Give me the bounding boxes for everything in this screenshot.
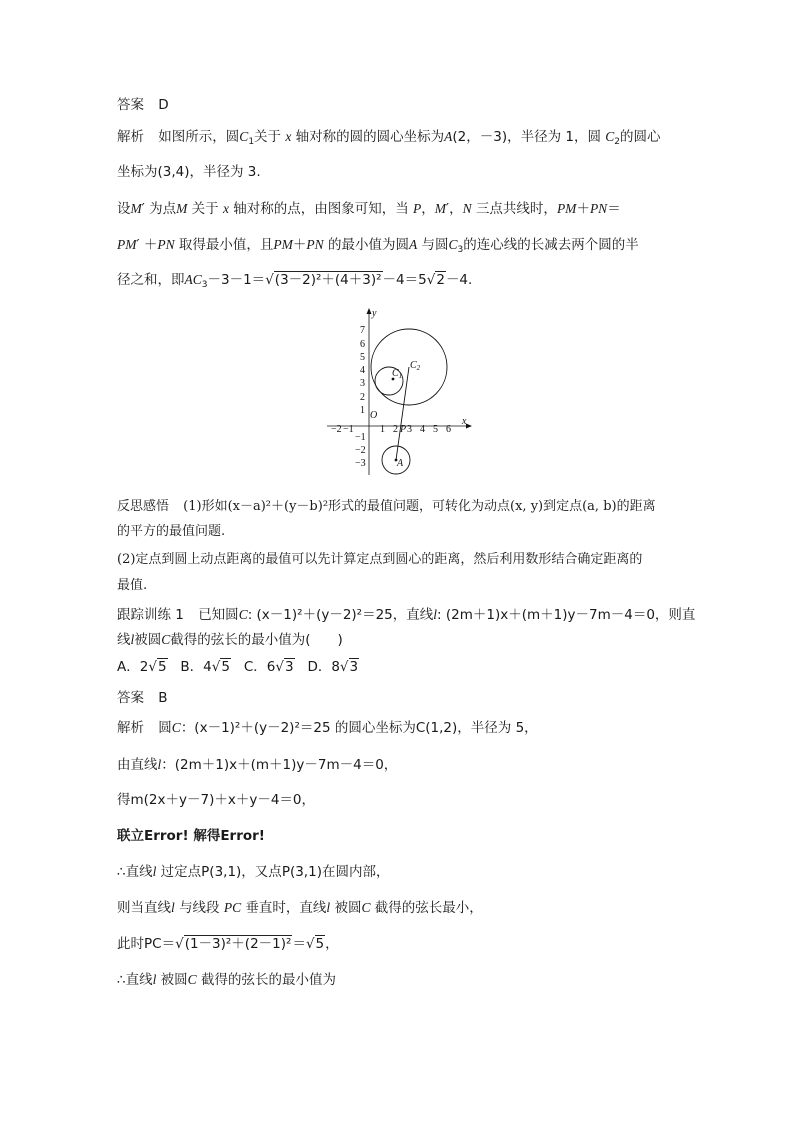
text: ∴直线 xyxy=(117,864,153,880)
text: : (x－1)²＋(y－2)²＝25，直线 xyxy=(247,607,434,623)
answer-value: D xyxy=(158,97,169,113)
y-tick: 3 xyxy=(360,378,365,389)
text: : (2m＋1)x＋(m＋1)y－7m－4＝0，则直 xyxy=(437,607,696,623)
origin-label: O xyxy=(370,410,378,421)
y-tick: −1 xyxy=(355,432,366,443)
text: 的连心线的长减去两个圆的半 xyxy=(463,237,639,253)
text: －4＝5 xyxy=(382,272,427,288)
reflection-line-2 xyxy=(117,522,225,542)
radicand: (1－3)²＋(2－1)² xyxy=(184,936,292,952)
x-tick: 4 xyxy=(420,424,425,435)
text: 被圆 xyxy=(134,632,162,648)
text: 为点 xyxy=(149,201,177,217)
text: 轴对称的圆的圆心坐标为 xyxy=(295,129,445,145)
analysis-line-4: PM′ ＋PN 取得最小值，且PM＋PN 的最小值为圆A 与圆$C_3$的连心线的长减去两个圆的半 xyxy=(117,237,639,255)
text: 圆 xyxy=(158,720,172,736)
text: 关于 xyxy=(254,129,282,145)
c2-label: $C_2$ xyxy=(410,360,421,372)
text: ：(x－1)²＋(y－2)²＝25 的圆心坐标为 xyxy=(180,720,416,736)
answer-value: B xyxy=(158,690,168,706)
text: 则当直线 xyxy=(117,900,171,916)
y-tick: 1 xyxy=(360,405,365,416)
var: C xyxy=(161,632,171,647)
x-tick: 3 xyxy=(407,424,412,435)
text: P(3,1)，又点 xyxy=(201,864,282,880)
text: 与线段 xyxy=(179,900,220,916)
text: 此时 xyxy=(117,936,144,952)
text: 由直线 xyxy=(117,757,158,773)
text: ＝ xyxy=(292,936,306,952)
text: 轴对称的点，由图象可知，当 xyxy=(233,201,409,217)
sqrt-expression: √2 xyxy=(426,272,445,288)
analysis2-line-1: 解析 圆C：(x－1)²＋(y－2)²＝25 的圆心坐标为C(1,2)，半径为 5， xyxy=(117,720,538,736)
text: 线 xyxy=(117,632,131,648)
text: 最值. xyxy=(117,578,148,593)
center-line xyxy=(396,367,409,460)
text: m(2x＋y－7)＋x＋y－4＝0， xyxy=(130,792,315,808)
text: 如图所示，圆 xyxy=(158,129,240,145)
reflection-line-3 xyxy=(117,550,642,570)
option-d[interactable]: D．8√3 xyxy=(307,659,359,675)
analysis-line-1: 解析 如图所示，圆$C_1$关于 x 轴对称的圆的圆心坐标为A(2，－3)，半径为 1，圆 $C_2$的圆心 xyxy=(117,129,661,147)
answer-line-1 xyxy=(117,95,169,115)
analysis2-line-6: 则当直线l 与线段 PC 垂直时，直线l 被圆C 截得的弦长最小， xyxy=(117,900,483,916)
x-tick: −1 xyxy=(343,424,354,435)
analysis2-line-4 xyxy=(117,826,265,846)
radicand: (3－2)²＋(4＋3)² xyxy=(274,272,382,288)
text: (1)形如(x－a)²＋(y－b)²形式的最值问题，可转化为动点(x, y)到定点(a, b)的距离 xyxy=(183,499,656,514)
sqrt-expression: √5 xyxy=(305,936,325,952)
x-tick: 6 xyxy=(446,424,451,435)
text: 被圆 xyxy=(160,972,188,988)
text: P(3,1)在圆内部， xyxy=(281,864,390,880)
text: 的圆心 xyxy=(620,129,661,145)
text: ， xyxy=(325,936,339,952)
var: l xyxy=(130,632,135,647)
y-tick: 6 xyxy=(360,339,365,350)
y-tick: 2 xyxy=(360,392,365,403)
y-tick: 7 xyxy=(360,325,365,336)
text: 垂直时，直线 xyxy=(245,900,327,916)
reflection-line-4 xyxy=(117,576,147,596)
analysis2-line-8: ∴直线l 被圆C 截得的弦长的最小值为 xyxy=(117,972,336,988)
analysis2-line-7 xyxy=(117,934,339,954)
y-axis-label: y xyxy=(372,308,377,319)
options-line xyxy=(117,657,359,677)
text: PC＝ xyxy=(144,936,176,952)
text: 得 xyxy=(117,792,131,808)
answer-line-2 xyxy=(117,688,168,708)
radicand: 5 xyxy=(315,936,325,952)
analysis-line-3: 设M′ 为点M 关于 x 轴对称的点，由图象可知，当 P，M′，N 三点共线时，PM＋PN＝ xyxy=(117,201,621,217)
analysis2-line-5: ∴直线l 过定点P(3,1)，又点P(3,1)在圆内部， xyxy=(117,864,390,880)
text: ∴直线 xyxy=(117,972,153,988)
y-axis-arrow xyxy=(367,308,372,314)
option-a[interactable]: A．2√5 xyxy=(117,659,167,675)
text: 设 xyxy=(117,201,131,217)
x-axis-arrow xyxy=(466,424,472,429)
x-tick: 1 xyxy=(380,424,385,435)
y-tick: −3 xyxy=(355,458,366,469)
text: C(1,2)，半径为 5， xyxy=(415,720,538,736)
text: 与圆 xyxy=(421,237,449,253)
text: 径之和，即 xyxy=(117,272,185,288)
analysis-label: 解析 xyxy=(117,129,144,145)
y-tick: 4 xyxy=(360,365,365,376)
text: 截得的弦长最小， xyxy=(374,900,483,916)
reflection-line-1 xyxy=(117,497,656,517)
text: 已知圆 xyxy=(198,607,239,623)
text: 关于 xyxy=(191,201,219,217)
analysis-line-2 xyxy=(117,162,261,182)
a-label: A xyxy=(397,458,404,469)
text: 被圆 xyxy=(334,900,362,916)
radicand: 2 xyxy=(436,272,445,288)
exercise-line-1 xyxy=(117,605,695,625)
x-axis-label: x xyxy=(462,416,467,427)
option-b[interactable]: B．4√5 xyxy=(180,659,230,675)
answer-label: 答案 xyxy=(117,97,144,113)
y-tick: −2 xyxy=(355,445,366,456)
x-tick: 2 xyxy=(393,424,398,435)
var: PC xyxy=(223,900,242,915)
answer-label: 答案 xyxy=(117,690,144,706)
x-tick: −2 xyxy=(331,424,342,435)
sqrt-expression: √(3－2)²＋(4＋3)² xyxy=(265,272,382,288)
y-tick: 5 xyxy=(360,352,365,363)
text: (2，－3)，半径为 1，圆 xyxy=(452,129,601,145)
exercise-label: 跟踪训练 1 xyxy=(117,607,184,623)
sqrt-expression: √(1－3)²＋(2－1)² xyxy=(175,936,292,952)
text: －4. xyxy=(445,272,473,288)
text: 过定点 xyxy=(160,864,202,880)
text: 截得的弦长的最小值为( ) xyxy=(170,632,343,648)
text: 三点共线时， xyxy=(475,201,557,217)
analysis2-line-2: 由直线l：(2m＋1)x＋(m＋1)y－7m－4＝0， xyxy=(117,757,398,773)
text: ：(2m＋1)x＋(m＋1)y－7m－4＝0， xyxy=(161,757,398,773)
reflection-label: 反思感悟 xyxy=(117,499,170,514)
text: (2)定点到圆上动点距离的最值可以先计算定点到圆心的距离，然后利用数形结合确定距离的 xyxy=(117,552,643,567)
circle-diagram xyxy=(325,305,475,477)
analysis2-line-3 xyxy=(117,790,315,810)
text: 截得的弦长的最小值为 xyxy=(200,972,336,988)
text: 联立Error! 解得Error! xyxy=(117,828,265,844)
var: l xyxy=(433,607,438,622)
text: －3－1＝ xyxy=(207,272,266,288)
analysis-line-5: 径之和，即$AC_3-3-1=√(3-2)^2+(4+3)^2-4=5√2-4$. xyxy=(117,272,473,290)
var: C xyxy=(238,607,248,622)
c1-label: $C_1$ xyxy=(392,368,403,380)
option-c[interactable]: C．6√3 xyxy=(243,659,294,675)
analysis-label: 解析 xyxy=(117,720,144,736)
exercise-line-2 xyxy=(117,630,343,650)
text: 取得最小值，且 xyxy=(178,237,274,253)
text: 的最小值为圆 xyxy=(327,237,409,253)
text: 坐标为(3,4)，半径为 3. xyxy=(117,164,261,180)
text: 的平方的最值问题. xyxy=(117,524,226,539)
x-tick: 5 xyxy=(433,424,438,435)
p-label: P xyxy=(400,424,407,435)
